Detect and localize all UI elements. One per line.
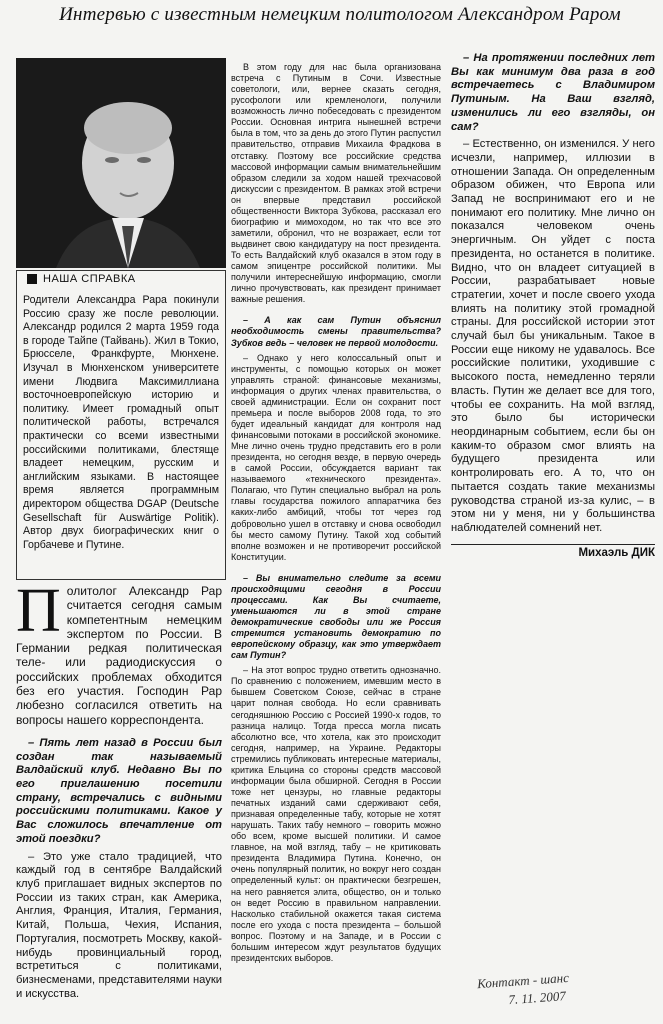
lead-text: олитолог Александр Рар считается сегодня самым компетентным немецким экспертом по России. В Германии редкая политическая теле- или радиодискуссия о российских проблемах обходится без его участия. Господин Рар любезно согласился ответить на вопросы нашего корреспондента. — [16, 584, 222, 727]
question-3: – Вы внимательно следите за всеми происходящими сегодня в России процессами. Как Вы считаете, уменьшаются ли в этой стране демократические свободы или же Россия стремится установить демократию по европейскому образцу, как это утверждает сам Путин? — [231, 572, 441, 661]
answer-1-paragraph-2: В этом году для нас была организована встреча с Путиным в Сочи. Известные советологи, или, вернее сказать сегодня, русофологи или кремленологи, получили возможность лично побеседовать с президентом России. Основная интрига нынешней встречи была в том, что за день до этого Путин распустил правительство, отправив Михаила Фрадкова в отставку. Поэтому все российские средства массовой информации самым внимательнейшим образом следили за ходом нашей трехчасовой дискуссии с президентом. В рамках этой встречи он впервые представил российской общественности Виктора Зубкова, рассказал его биографию и мимоходом, но так что все это заметили, обронил, что не возражает, если тот выдвинет свою кандидатуру на пост президента. То есть Валдайский клуб оказался в этом году в самом эпицентре российской политики. Мы получили интереснейшую информацию, смогли лично прочувствовать, как президент принимает важные решения. — [231, 62, 441, 305]
handwritten-note — [477, 965, 630, 1020]
byline-divider — [451, 544, 655, 545]
sidebar-title: НАША СПРАВКА — [17, 271, 225, 288]
handwritten-date: 7. 11. 2007 — [507, 988, 567, 1008]
question-4: – На протяжении последних лет Вы как минимум два раза в год встречаетесь с Владимиром Путиным. На Ваш взгляд, изменились ли его взгляды, он сам? — [451, 52, 655, 133]
sidebar-text: Родители Александра Рара покинули Россию сразу же после революции. Александр родился 2 марта 1959 года в городе Тайпе (Тайвань). Жил в Токио, Брюсселе, Франкфурте, Мюнхене. Изучал в Мюнхенском университете имени Людвига Максимиллиана восточноевропейскую историю и политику. Имеет громадный опыт политической работы, встречался практически со всеми известными российскими политиками, блестяще владеет немецким, русским и английским языками. В настоящее время является программным директором общества DGAP (Deutsche Gesellschaft für Auswärtige Politik). Автор двух биографических книг о Горбачеве и Путине. — [23, 294, 219, 551]
answer-3: – На этот вопрос трудно ответить однозначно. По сравнению с положением, имевшим место в бывшем Советском Союзе, сейчас в стране царит полная свобода. Но если сравнивать сегодняшнюю Россию с Россией 1990-х годов, то разница налицо. Тогда пресса могла писать абсолютно все, что хотела, как это происходит сегодня, например, на Украине. Редакторы стремились публиковать интересные материалы, критика Ельцина со стороны средств массовой информации была обширной. Сегодня в России тоже нет цензуры, но главные редакторы печатных изданий сами сдерживают себя, признавая определенные табу, которые не хотят нарушать. Таких табу немного – говорить можно обо всем, кроме высшей политики. И самое главное, на мой взгляд, табу – не критиковать президента Владимира Путина. Конечно, он очень популярный политик, но вокруг него создан определенный культ: он практически безгрешен, на него равняется элита, общество, он и только он ведет Россию в правильном направлении. Насколько стабильной окажется такая система после его ухода с поста президента – большой вопрос. Поэтому и на Западе, и в России с большим интересом ждут результатов будущих президентских выборов. — [231, 665, 441, 963]
column-2 — [231, 62, 441, 964]
question-1: – Пять лет назад в России был создан так называемый Валдайский клуб. Недавно Вы по его приглашению посетили страну, встречались с видными российскими политиками. Какое у Вас сложилось впечатление от этой поездки? — [16, 736, 222, 845]
lead-paragraph — [16, 577, 222, 727]
drop-cap: П — [16, 577, 61, 645]
handwritten-source: Контакт - шанс — [476, 969, 570, 992]
answer-4: – Естественно, он изменился. У него исчезли, например, иллюзии в отношении Запада. Он определенным образом обижен, что Европа или Запад не воспринимают его и не понимают его политику. Мне лично он показался человеком очень энергичным. Он уйдет с поста президента, но останется в политике. Видно, что он владеет ситуацией в России, разрабатывает новые стратегии, хочет и после своего ухода влиять на политику этой громадной страны. Для российской истории этот случай был бы уникальным. Такое в России еще никому не удавалось. Все российские политики, уходившие с высокого поста, немедленно теряли власть. Путин же делает все для того, чтобы ее сохранить. На мой взгляд, это было бы исторически неординарным событием, если бы он каким-то образом смог влиять на будущего президента или контролировать его. А то, что он пытается создать такие механизмы руководства страной из-за кулис, – в этом ни у меня, ни у большинства наблюдателей сомнений нет. — [451, 138, 655, 534]
column-3 — [451, 42, 655, 560]
answer-2: – Однако у него колоссальный опыт и инструменты, с помощью которых он может управлять страной: финансовые механизмы, информация о других членах правительства, о своей администрации. Если он сохранит пост премьера и после выборов 2008 года, то это будет идеальный кандидат для контроля над финансовыми потоками в российской экономике. Мне лично очень трудно представить его в роли президента, но сегодня везде, в первую очередь в самой России, обсуждается вариант так называемого «технического президента». Полагаю, что Путин специально выбрал на роль главы государства пожилого аппаратчика без каких-либо амбиций, чтобы тот через год добровольно ушел в отставку и снова освободил бы место самому Путину. Такой ход событий вполне возможен и не противоречит российской Конституции. — [231, 352, 441, 562]
column-1 — [16, 577, 222, 1001]
question-2: – А как сам Путин объяснил необходимость смены правительства? Зубков ведь – человек не первой молодости. — [231, 315, 441, 348]
article-headline: Интервью с известным немецким политологом Александром Раром — [59, 4, 621, 25]
byline: Михаэль ДИК — [578, 546, 655, 559]
portrait-drawing — [16, 58, 226, 268]
portrait-photo — [16, 58, 226, 268]
answer-1-paragraph-1: – Это уже стало традицией, что каждый год в сентябре Валдайский клуб приглашает видных экспертов по России из таких стран, как Америка, Англия, Франция, Италия, Германия, Китай, Польша, Чехия, Испания, Португалия, посмотреть Москву, какой-нибудь провинциальный город, встретиться с политиками, бизнесменами, представителями науки и искусства. — [16, 850, 222, 1000]
reference-sidebar — [16, 270, 226, 580]
